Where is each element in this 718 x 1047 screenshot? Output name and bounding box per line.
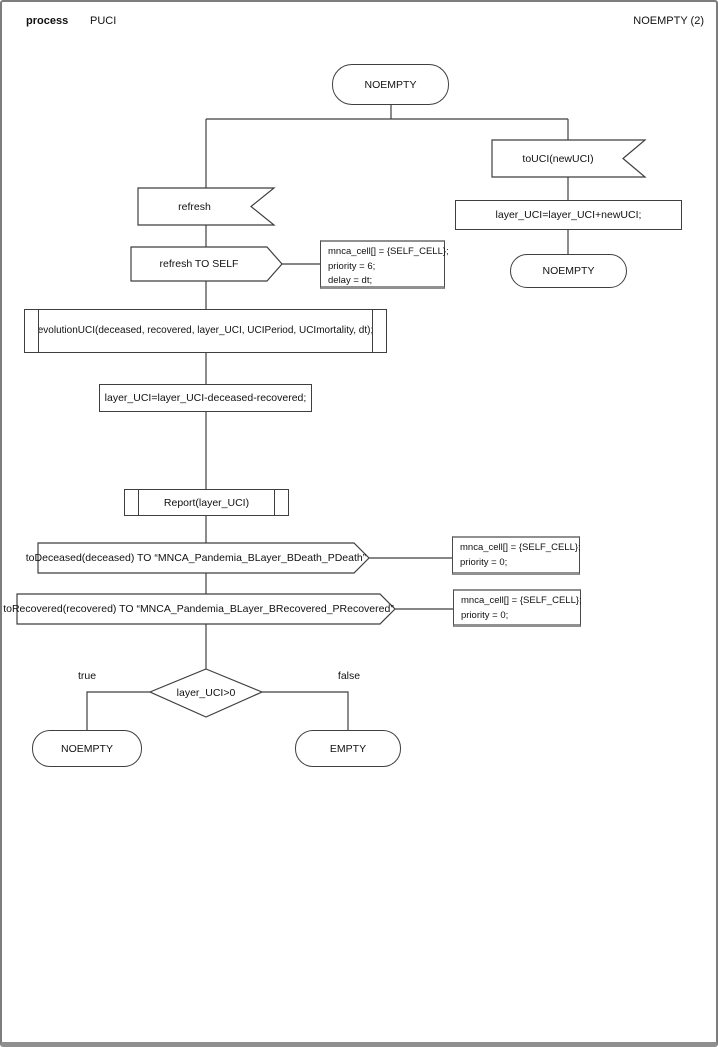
comment-line: priority = 0; — [461, 609, 509, 621]
output-torecovered-label[interactable]: toRecovered(recovered) TO “MNCA_Pandemia_BLayer_BRecovered_PRecovered” — [3, 603, 394, 615]
procedure-sideline — [372, 310, 373, 352]
branch-false-label: false — [337, 670, 361, 682]
procedure-label: Report(layer_UCI) — [163, 496, 250, 509]
end-state-noempty[interactable]: NOEMPTY — [32, 730, 142, 767]
comment-refresh-params[interactable] — [320, 240, 449, 289]
comment-todeceased-params[interactable] — [452, 536, 580, 575]
output-refresh-to-self-label[interactable]: refresh TO SELF — [159, 258, 239, 270]
branch-false-connector — [262, 692, 348, 730]
branch-true-connector — [87, 692, 150, 730]
procedure-report[interactable] — [124, 489, 289, 516]
start-state-noempty[interactable]: NOEMPTY — [332, 64, 449, 105]
comment-line: priority = 0; — [460, 556, 508, 568]
header-kind-label: process — [26, 15, 69, 27]
input-touci-label[interactable]: toUCI(newUCI) — [522, 152, 594, 165]
comment-line: delay = dt; — [328, 275, 373, 286]
task-subtract[interactable]: layer_UCI=layer_UCI-deceased-recovered; — [99, 384, 312, 412]
procedure-evolutionuci[interactable] — [24, 309, 387, 353]
comment-torecovered-params[interactable] — [453, 589, 581, 627]
decision-condition-label[interactable]: layer_UCI>0 — [176, 687, 236, 699]
comment-line: mnca_cell[] = {SELF_CELL}; — [461, 595, 582, 606]
task-add-newuci[interactable]: layer_UCI=layer_UCI+newUCI; — [455, 200, 682, 230]
procedure-sideline — [274, 490, 275, 515]
procedure-sideline — [138, 490, 139, 515]
procedure-label: evolutionUCI(deceased, recovered, layer_UCI, UCIPeriod, UCImortality, dt); — [37, 325, 374, 336]
procedure-sideline — [38, 310, 39, 352]
header-process-name: PUCI — [90, 15, 117, 27]
comment-line: mnca_cell[] = {SELF_CELL}; — [460, 542, 581, 553]
output-todeceased-label[interactable]: toDeceased(deceased) TO “MNCA_Pandemia_BLayer_BDeath_PDeath” — [25, 552, 367, 564]
state-noempty-after-add[interactable]: NOEMPTY — [510, 254, 627, 288]
comment-line: mnca_cell[] = {SELF_CELL}; — [328, 246, 449, 257]
branch-true-label: true — [77, 670, 97, 682]
input-refresh-label[interactable]: refresh — [178, 200, 211, 213]
comment-line: priority = 6; — [328, 260, 376, 272]
header-page-name: NOEMPTY (2) — [633, 15, 704, 27]
end-state-empty[interactable]: EMPTY — [295, 730, 401, 767]
